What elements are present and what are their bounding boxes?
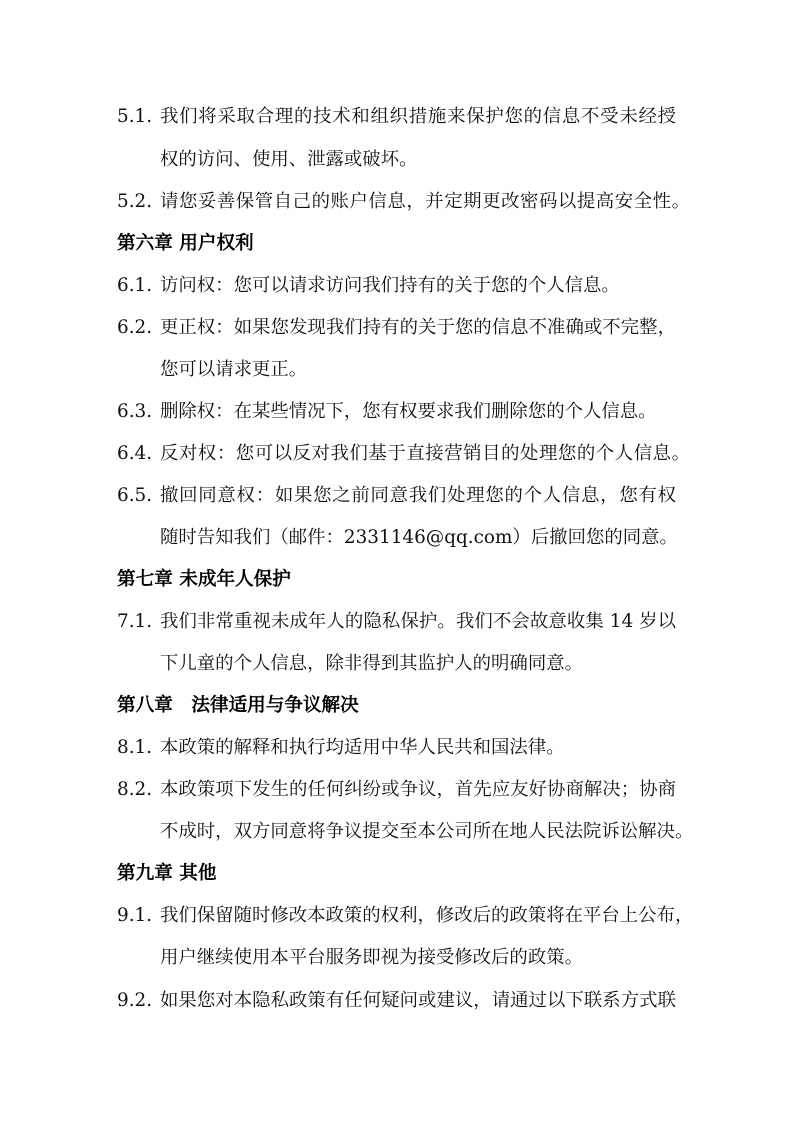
clause-text: 如果您对本隐私政策有任何疑问或建议，请通过以下联系方式联 [160,990,676,1011]
clause-text: 撤回同意权：如果您之前同意我们处理您的个人信息，您有权 [160,485,676,506]
clause-text: 我们将采取合理的技术和组织措施来保护您的信息不受未经授 [160,106,676,127]
clause-text: 权的访问、使用、泄露或破坏。 [160,149,418,170]
clause-text: 我们保留随时修改本政策的权利，修改后的政策将在平台上公布， [160,905,694,926]
clause-text: 本政策项下发生的任何纠纷或争议，首先应友好协商解决；协商 [160,779,676,800]
clause-number: 8.1. [117,737,153,758]
clause-text: 用户继续使用本平台服务即视为接受修改后的政策。 [160,947,583,968]
chapter-title: 第八章 法律适用与争议解决 [117,695,359,716]
clause-number: 7.1. [117,611,153,632]
clause-6-4 [0,434,800,474]
clause-text: 更正权：如果您发现我们持有的关于您的信息不准确或不完整， [160,317,676,338]
clause-text: 删除权：在某些情况下，您有权要求我们删除您的个人信息。 [160,401,657,422]
chapter-6-heading [0,224,800,264]
clause-number: 9.2. [117,990,153,1011]
chapter-7-heading [0,560,800,600]
chapter-8-heading [0,686,800,726]
clause-number: 8.2. [117,779,153,800]
clause-text: 反对权：您可以反对我们基于直接营销目的处理您的个人信息。 [160,443,690,464]
clause-5-2 [0,182,800,222]
chapter-9-heading [0,854,800,894]
clause-number: 6.5. [117,485,153,506]
clause-number: 6.4. [117,443,153,464]
clause-6-3 [0,392,800,432]
clause-number: 5.2. [117,191,153,212]
clause-7-1 [0,602,800,642]
clause-number: 9.1. [117,905,153,926]
clause-9-2 [0,981,800,1021]
clause-number: 6.3. [117,401,153,422]
chapter-title: 第六章 用户权利 [117,233,254,254]
clause-8-2 [0,770,800,810]
clause-6-2 [0,308,800,348]
clause-9-1-continued [0,938,800,978]
clause-number: 6.1. [117,275,153,296]
clause-6-5-continued [0,518,800,558]
clause-text: 我们非常重视未成年人的隐私保护。我们不会故意收集 14 岁以 [160,611,676,632]
clause-text: 请您妥善保管自己的账户信息，并定期更改密码以提高安全性。 [160,191,690,212]
clause-text: 随时告知我们（邮件：2331146@qq.com）后撤回您的同意。 [160,527,678,548]
clause-7-1-continued [0,644,800,684]
clause-text: 下儿童的个人信息，除非得到其监护人的明确同意。 [160,653,583,674]
clause-5-1 [0,97,800,137]
clause-text: 本政策的解释和执行均适用中华人民共和国法律。 [160,737,565,758]
chapter-title: 第七章 未成年人保护 [117,569,291,590]
clause-8-1 [0,728,800,768]
clause-text: 您可以请求更正。 [160,359,308,380]
clause-9-1 [0,896,800,936]
chapter-title: 第九章 其他 [117,863,217,884]
clause-text: 不成时，双方同意将争议提交至本公司所在地人民法院诉讼解决。 [160,821,694,842]
clause-number: 5.1. [117,106,153,127]
clause-6-5 [0,476,800,516]
clause-8-2-continued [0,812,800,852]
clause-6-1 [0,266,800,306]
clause-5-1-continued [0,140,800,180]
clause-text: 访问权：您可以请求访问我们持有的关于您的个人信息。 [160,275,620,296]
clause-number: 6.2. [117,317,153,338]
clause-6-2-continued [0,350,800,390]
